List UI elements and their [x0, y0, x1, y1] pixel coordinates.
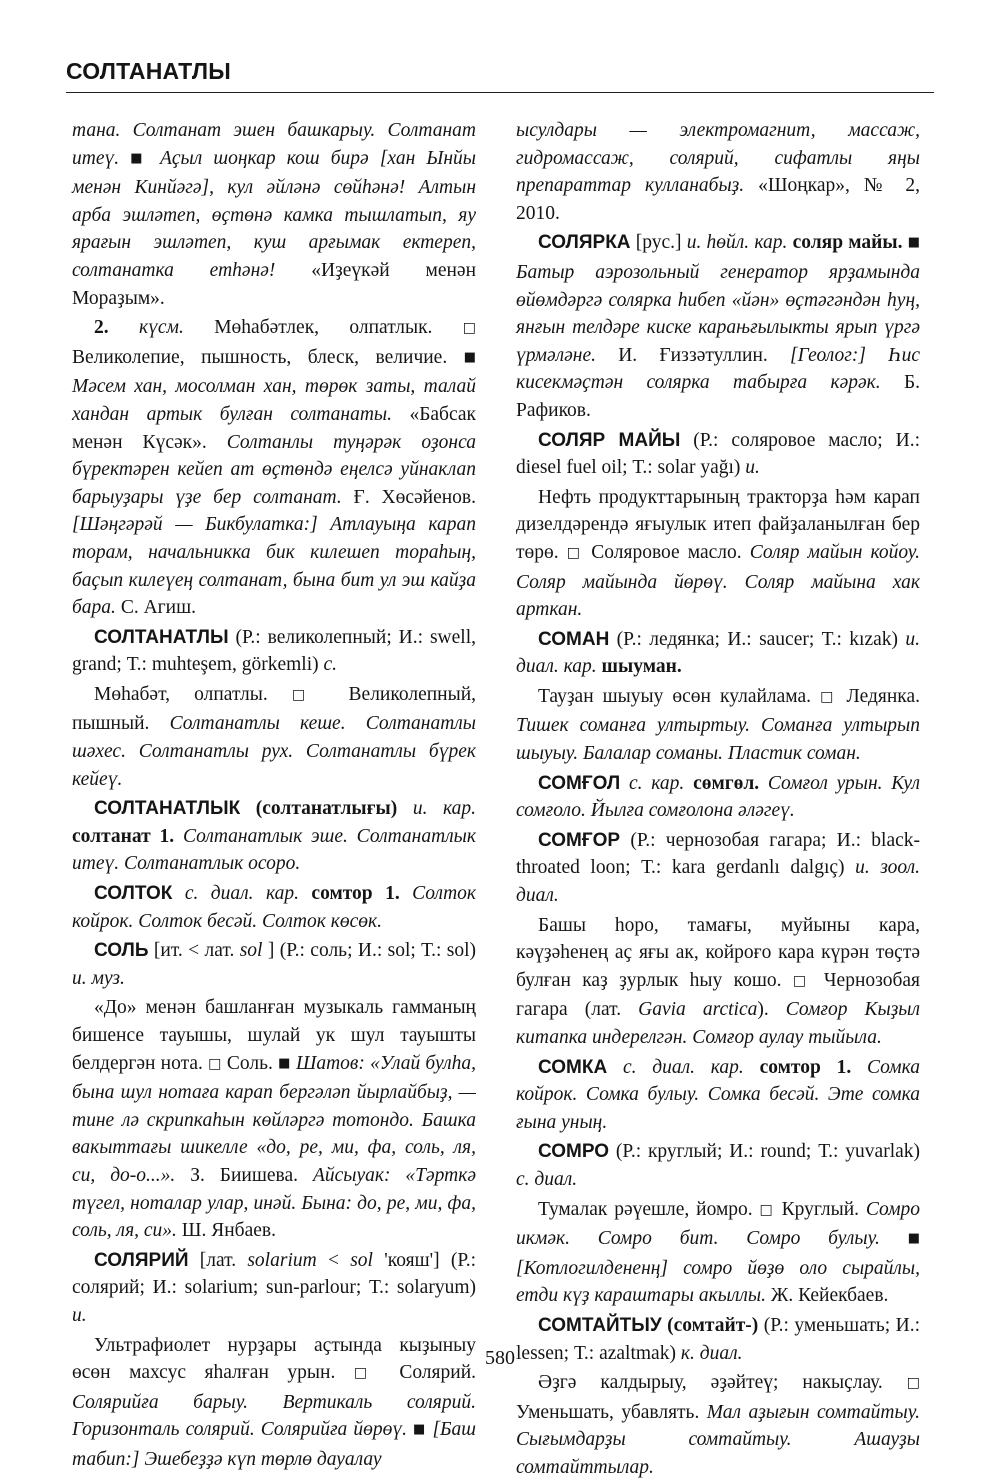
entry-soltanatly-definition: Мөһабәт, олпатлы. □ Великолепный, пышный. Солтанатлы кеше. Солтанатлы шәхес. Солтанатлы рух. Солтанатлы бүрек кейеү.	[72, 683, 477, 790]
entry-continuation: тана. Солтанат эшен башкарыу. Солтанат итеү. ■ Аҫыл шоңкар кош бирә [хан Ынйы менән Кинйәгә], кул әйләнә сөйһәнә! Алтын арба эшләтеп, өҫтөнә камка тышлатып, яу ярағын эшләтеп, куш арғымак ектереп, солтанатка етһәнә! «Иҙеүкәй менән Мораҙым».	[72, 120, 477, 309]
translation-square-icon: □	[792, 972, 813, 989]
translation-square-icon: □	[462, 320, 477, 337]
entry-solyarka: СОЛЯРКА [рус.] и. һөйл. кар. соляр майы. ■ Батыр аэрозольный генератор ярҙамында өйөмдәргә солярка һибеп «йән» өҫтәгәндән һуң, янғын телдәре киске карањғылыкты ярып үргә үрмәләне. И. Ғиззәтуллин. [Геолог:] Һис кисекмәҫтән солярка табырға кәрәк. Б. Рафиков.	[516, 232, 921, 421]
entry-sol: СОЛЬ [ит. < лат. sol ] (Р.: соль; И.: sol; Т.: sol) и. муз.	[72, 940, 477, 989]
entry-somro-definition: Тумалак рәүешле, йомро. □ Круглый. Сомро икмәк. Сомро бит. Сомро булыу. ■ [Котлогилдененң] сомро йөҙө оло сырайлы, етди күҙ караштары акыллы. Ж. Кейекбаев.	[516, 1198, 921, 1307]
entry-continuation-right: ысулдары — электромагнит, массаж, гидромассаж, солярий, сифатлы яңы препараттар кулланабыҙ. «Шоңкар», № 2, 2010.	[516, 120, 921, 224]
entry-solyariy: СОЛЯРИЙ [лат. solarium < sol 'кояш'] (Р.: солярий; И.: solarium; sun-parlour; Т.: solaryum) и.	[72, 1249, 477, 1326]
page-number: 580	[485, 1347, 515, 1369]
entry-soltok: СОЛТОК с. диал. кар. сомтор 1. Солток койрок. Солток бесәй. Солток көсөк.	[72, 883, 477, 932]
entry-soman-definition: Тауҙан шыуыу өсөн кулайлама. □ Ледянка. Тишек соманға ултыртыу. Соманға ултырып шыуыу. Балалар соманы. Пластик соман.	[516, 685, 921, 765]
entry-solyariy-definition: Ультрафиолет нурҙары аҫтында кыҙыныу өсөн махсус яһалған урын. □ Солярий. Солярийға барыу. Вертикаль солярий. Горизонталь солярий. Солярийға йөрөү. ■ [Баш табип:] Эшебеҙҙә күп төрлө дауалау	[72, 1334, 477, 1470]
entry-sol-definition: «До» менән башланған музыкаль гамманың бишенсе тауышы, шулай ук шул тауышты белдергән нота. □ Соль. ■ Шатов: «Улай булһа, бына шул нотаға карап бергәләп йырлайбыҙ, — тине лә скрипкаһын көйләргә тотондо. Башка вакыттағы шикелле «до, ре, ми, фа, соль, ля, си, до-о...». З. Биишева. Айсыуак: «Тәрткә түгел, ноталар улар, инәй. Бына: до, ре, ми, фа, соль, ля, си». Ш. Янбаев.	[72, 997, 476, 1242]
sense-2: 2. күсм. Мөһабәтлек, олпатлык. □ Великолепие, пышность, блеск, величие. ■ Мәсем хан, мосолман хан, төрөк заты, талай хандан артык булған солтанаты. «Бабсак менән Күсәк». Солтанлы туңәрәк оҙонса бүректәрен кейеп ат өҫтөндә еңелсә уйнаклап барыуҙары үҙе бер солтанат. Ғ. Хөсәйенов. [Шәңгәрәй — Бикбулатка:] Атлауыңа карап торам, начальникка бик килешеп тораһың, баҫып килеүең солтанат, бына бит ул эш кайҙа бара. С. Агиш.	[72, 317, 477, 619]
example-bullet-icon: ■	[412, 1422, 427, 1438]
translation-square-icon: □	[906, 1375, 921, 1392]
header-rule	[66, 92, 934, 93]
example-bullet-icon: ■	[278, 1055, 291, 1071]
entry-somro: СОМРО (Р.: круглый; И.: round; Т.: yuvarlak) с. диал.	[516, 1141, 921, 1190]
entry-soman: СОМАН (Р.: ледянка; И.: saucer; Т.: kızak) и. диал. кар. шыуман.	[516, 628, 920, 678]
example-bullet-icon: ■	[907, 1231, 920, 1247]
translation-square-icon: □	[759, 1201, 775, 1218]
example-bullet-icon: ■	[907, 235, 921, 251]
entry-somgor-definition: Башы һоро, тамағы, муйыны кара, кәүҙәһенең аҫ яғы ак, койроғо кара күрән төҫтә булған каҙ ҙурлык һыу кошо. □ Чернозобая гагара (лат. Gavia arctica). Сомғор Кыҙыл китапка индерелгән. Сомғор аулау тыйыла.	[516, 914, 921, 1048]
translation-square-icon: □	[566, 544, 584, 561]
entry-somgor: СОМҒОР (Р.: чернозобая гагара; И.: black-throated loon; Т.: kara gerdanlı dalgıç) и. зоол. диал.	[516, 829, 921, 907]
running-header: СОЛТАНАТЛЫ	[66, 58, 231, 84]
entry-somtaytyu: СОМТАЙТЫУ (сомтайт-) (Р.: уменьшать; И.: lessen; Т.: azaltmak) к. диал.	[516, 1314, 920, 1364]
example-bullet-icon: ■	[130, 150, 149, 166]
entry-solyar-mayy-definition: Нефть продукттарының тракторҙа һәм карап дизелдәрендә яғыулык итеп файҙаланылған бер төрө. □ Соляровое масло. Соляр майын койоу. Соляр майында йөрөү. Соляр майына хак арткан.	[516, 486, 921, 621]
entry-somtaytyu-definition: Әҙгә калдырыу, әҙәйтеү; накыҫлау. □ Уменьшать, убавлять. Мал аҙығын сомтайтыу. Сығымдарҙы сомтайтыу. Ашауҙы сомтайттылар.	[516, 1372, 921, 1478]
entry-soltanatly: СОЛТАНАТЛЫ (Р.: великолепный; И.: swell, grand; Т.: muhteşem, görkemli) с.	[72, 626, 477, 676]
entry-somgol: СОМҒОЛ с. кар. сөмгөл. Сомғол урын. Кул сомғоло. Йылға сомғолона әләгеү.	[516, 772, 921, 822]
right-column	[516, 117, 920, 1484]
translation-square-icon: □	[291, 686, 325, 703]
entry-somka: СОМКА с. диал. кар. сомтор 1. Сомка койрок. Сомка булыу. Сомка бесәй. Эте сомка ғына уның.	[516, 1056, 920, 1133]
example-bullet-icon: ■	[463, 349, 476, 365]
translation-square-icon: □	[208, 1055, 222, 1072]
translation-square-icon: □	[353, 1365, 381, 1382]
entry-soltanatlyk: СОЛТАНАТЛЫК (солтанатлығы) и. кар. солтанат 1. Солтанатлык эше. Солтанатлык итеү. Солтанатлык осоро.	[72, 798, 477, 875]
entry-solyar-mayy: СОЛЯР МАЙЫ (Р.: соляровое масло; И.: diesel fuel oil; Т.: solar yağı) и.	[516, 429, 920, 479]
translation-square-icon: □	[820, 688, 838, 705]
left-column	[72, 117, 476, 1476]
